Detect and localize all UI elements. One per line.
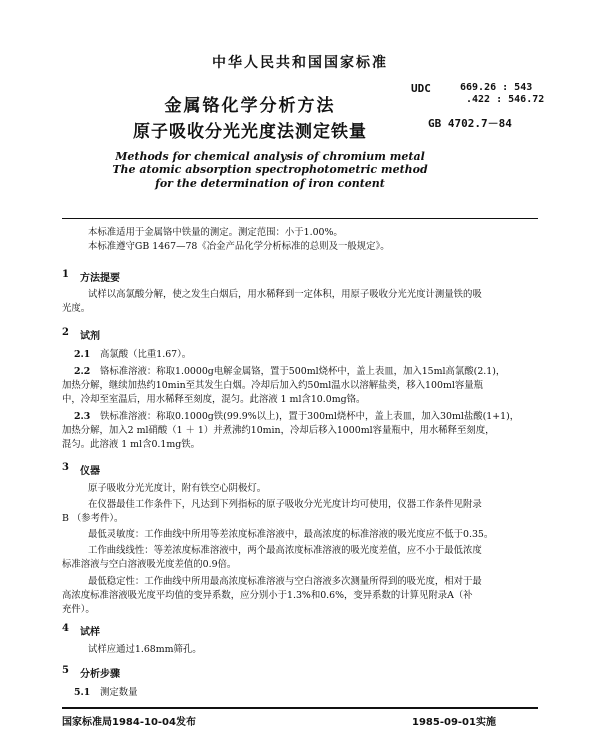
section-2-title: 试剂: [80, 331, 100, 342]
item-2-3-number: 2.3: [74, 411, 91, 422]
udc-label: UDC: [411, 82, 431, 95]
section-1-number: 1: [62, 269, 69, 280]
title-cn-line2: 原子吸收分光光度法测定铁量: [133, 122, 367, 142]
section-2-number: 2: [62, 327, 69, 338]
intro-scope: 本标准适用于金属铬中铁量的测定。测定范围：小于1.00%。: [88, 227, 343, 238]
section-3-linearity: 标准溶液与空白溶液吸光度差值的0.9倍。: [62, 559, 237, 570]
section-3-stability: 充件）。: [62, 604, 95, 615]
section-1-title: 方法提要: [80, 273, 120, 284]
section-4-text: 试样应通过1.68mm筛孔。: [88, 644, 202, 655]
section-5-number: 5: [62, 665, 69, 676]
section-3-stability: 高浓度标准溶液吸光度平均值的变异系数，应分别小于1.3%和0.6%，变异系数的计算见附录A（补: [62, 590, 473, 601]
section-3-linearity: 工作曲线线性：等差浓度标准溶液中，两个最高浓度标准溶液的吸光度差值，应不小于最低浓度: [88, 545, 482, 556]
section-3-title: 仪器: [80, 466, 100, 477]
udc-code-line1: 669.26 : 543: [460, 82, 533, 93]
section-3-number: 3: [62, 462, 69, 473]
section-5-title: 分析步骤: [80, 669, 120, 680]
country-standard-heading: 中华人民共和国国家标准: [212, 55, 388, 71]
item-2-2-number: 2.2: [74, 366, 91, 377]
section-3-text: 原子吸收分光光度计，附有铁空心阴极灯。: [88, 483, 267, 494]
gb-standard-code: GB 4702.7－84: [428, 117, 512, 130]
title-en-line3: for the determination of iron content: [155, 177, 385, 190]
section-3-text: 在仪器最佳工作条件下，凡达到下列指标的原子吸收分光光度计均可使用，仪器工作条件见附录: [88, 499, 482, 510]
item-2-1-text: 高氯酸（比重1.67）。: [100, 349, 192, 360]
title-en-line2: The atomic absorption spectrophotometric method: [112, 163, 428, 176]
item-5-1-number: 5.1: [74, 687, 91, 698]
udc-code-line2: .422 : 546.72: [466, 94, 545, 105]
section-1-text: 试样以高氯酸分解，使之发生白烟后，用水稀释到一定体积，用原子吸收分光光度计测量铁的吸: [88, 289, 482, 300]
item-2-2-text: 铬标准溶液：称取1.0000g电解金属铬，置于500ml烧杯中，盖上表皿，加入15ml高氯酸(2.1)，: [100, 366, 506, 377]
header-divider: [62, 218, 538, 219]
footer-divider: [62, 707, 538, 709]
item-5-1-text: 测定数量: [100, 687, 138, 698]
section-4-title: 试样: [80, 627, 100, 638]
item-2-3-text: 加热分解，加入2 ml硝酸（1 ＋ 1）并煮沸约10min，冷却后移入1000ml容量瓶中，用水稀释至刻度，: [62, 425, 495, 436]
title-en-line1: Methods for chemical analysis of chromium metal: [115, 150, 425, 163]
section-4-number: 4: [62, 623, 69, 634]
section-3-text: B （参考件）。: [62, 513, 124, 524]
intro-compliance: 本标准遵守GB 1467—78《冶金产品化学分析标准的总则及一般规定》。: [88, 241, 390, 252]
item-2-3-text: 铁标准溶液：称取0.1000g铁(99.9%以上)，置于300ml烧杯中，盖上表皿，加入30ml盐酸(1+1)，: [100, 411, 520, 422]
section-3-sensitivity: 最低灵敏度：工作曲线中所用等差浓度标准溶液中，最高浓度的标准溶液的吸光度应不低于0.35。: [88, 529, 494, 540]
effective-date: 1985-09-01实施: [412, 717, 496, 728]
section-3-stability: 最低稳定性：工作曲线中所用最高浓度标准溶液与空白溶液多次测量所得到的吸光度，相对于最: [88, 576, 482, 587]
section-1-text: 光度。: [62, 303, 91, 314]
item-2-1-number: 2.1: [74, 349, 91, 360]
title-cn-line1: 金属铬化学分析方法: [164, 96, 336, 116]
item-2-3-text: 混匀。此溶液 1 ml含0.1mg铁。: [62, 439, 200, 450]
item-2-2-text: 加热分解，继续加热约10min至其发生白烟。冷却后加入约50ml温水以溶解盐类，移入100ml容量瓶: [62, 380, 483, 391]
issue-date: 国家标准局1984-10-04发布: [62, 717, 196, 728]
item-2-2-text: 中，冷却至室温后，用水稀释至刻度，混匀。此溶液 1 ml含10.0mg铬。: [62, 394, 366, 405]
